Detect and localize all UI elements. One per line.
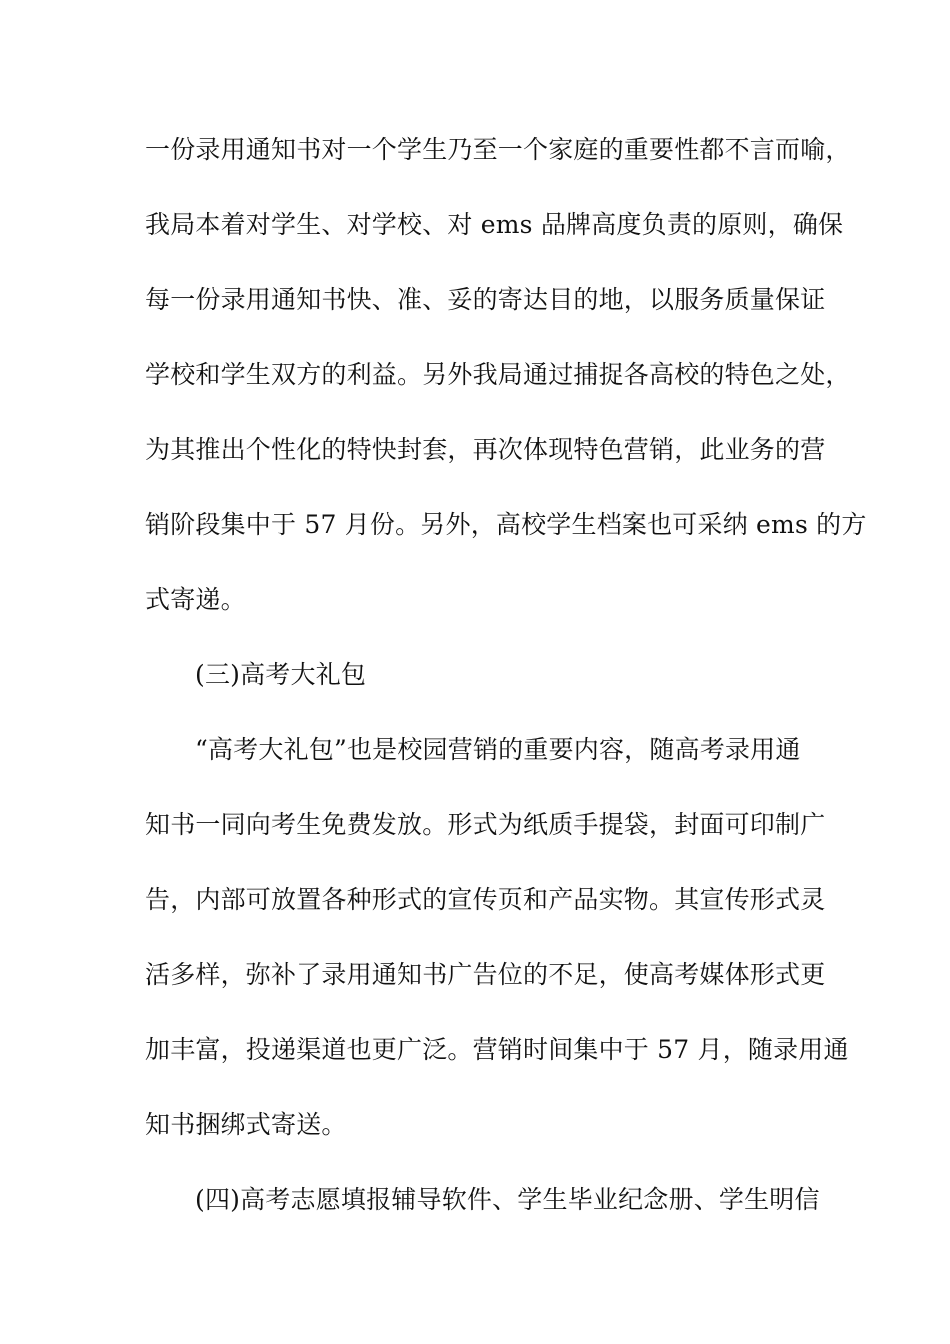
paragraph-line: 销阶段集中于 57 月份。另外，高校学生档案也可采纳 ems 的方 bbox=[145, 510, 867, 539]
section-heading: (四)高考志愿填报辅导软件、学生毕业纪念册、学生明信 bbox=[195, 1185, 820, 1214]
paragraph-line: 为其推出个性化的特快封套，再次体现特色营销，此业务的营 bbox=[145, 435, 826, 464]
paragraph-line: 加丰富，投递渠道也更广泛。营销时间集中于 57 月，随录用通 bbox=[145, 1035, 849, 1064]
paragraph-line: 知书一同向考生免费发放。形式为纸质手提袋，封面可印制广 bbox=[145, 810, 826, 839]
paragraph-line: 每一份录用通知书快、准、妥的寄达目的地，以服务质量保证 bbox=[145, 285, 826, 314]
paragraph-line: 学校和学生双方的利益。另外我局通过捕捉各高校的特色之处， bbox=[145, 360, 851, 389]
paragraph-line: 告，内部可放置各种形式的宣传页和产品实物。其宣传形式灵 bbox=[145, 885, 826, 914]
paragraph-line: 知书捆绑式寄送。 bbox=[145, 1110, 347, 1139]
section-heading: (三)高考大礼包 bbox=[195, 660, 367, 689]
paragraph-line: 活多样，弥补了录用通知书广告位的不足，使高考媒体形式更 bbox=[145, 960, 826, 989]
paragraph-line: 一份录用通知书对一个学生乃至一个家庭的重要性都不言而喻， bbox=[145, 135, 851, 164]
paragraph-line: “高考大礼包”也是校园营销的重要内容，随高考录用通 bbox=[195, 735, 801, 764]
paragraph-line: 式寄递。 bbox=[145, 585, 246, 614]
paragraph-line: 我局本着对学生、对学校、对 ems 品牌高度负责的原则，确保 bbox=[145, 210, 844, 239]
